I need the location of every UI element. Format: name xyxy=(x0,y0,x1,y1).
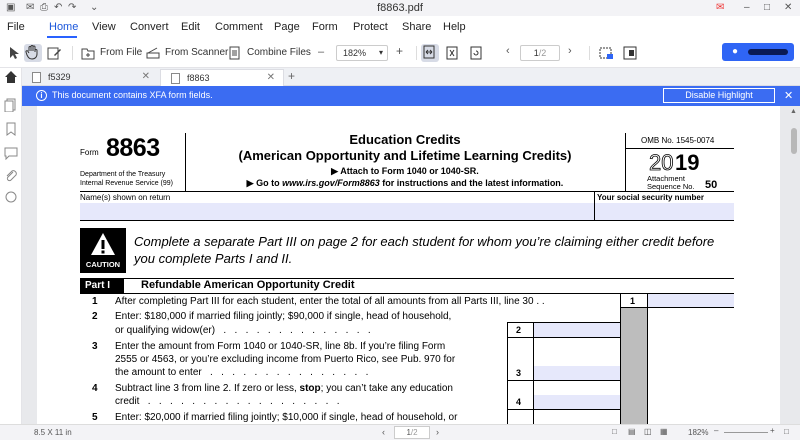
pdf-page xyxy=(37,106,780,424)
menu-bar xyxy=(0,16,800,38)
line-1-text: After completing Part III for each student, enter the total of all amounts from all Parts III, line 30 . . xyxy=(115,296,545,307)
zoom-value: 182% xyxy=(343,48,367,58)
line-5-number: 5 xyxy=(92,412,98,423)
line-3-text-c: the amount to enter . . . . . . . . . . . . . . . xyxy=(115,367,369,378)
banner-message: This document contains XFA form fields. xyxy=(52,90,213,100)
close-tab-icon[interactable]: ✕ xyxy=(141,71,150,82)
zoom-in-icon[interactable]: + xyxy=(396,44,404,58)
line-2-field[interactable] xyxy=(534,323,620,337)
undo-icon[interactable]: ↶ xyxy=(54,2,63,13)
page-current: 1 xyxy=(533,48,539,58)
document-tab-bar xyxy=(0,68,800,86)
bookmark-icon[interactable] xyxy=(4,122,18,136)
page-size: 8.5 X 11 in xyxy=(34,428,72,437)
menu-comment[interactable]: Comment xyxy=(215,21,263,33)
edit-tool-icon[interactable] xyxy=(46,45,62,61)
line-2-box: 2 xyxy=(516,325,522,335)
user-name-redacted xyxy=(748,49,788,55)
year-outline: 20 xyxy=(649,150,674,175)
caution-badge xyxy=(80,228,126,273)
screenshot-icon[interactable] xyxy=(598,45,614,61)
search-icon[interactable] xyxy=(4,190,18,204)
combine-files-button[interactable]: Combine Files xyxy=(247,47,311,58)
zoom-select[interactable] xyxy=(336,45,388,61)
omb-number: OMB No. 1545-0074 xyxy=(641,136,715,145)
line-1-field[interactable] xyxy=(648,294,734,307)
attachment-label: Attachment xyxy=(647,174,685,183)
chevron-down-icon[interactable]: ⌄ xyxy=(90,2,99,13)
presentation-icon[interactable] xyxy=(622,45,638,61)
menu-convert[interactable]: Convert xyxy=(130,21,169,33)
line-4-text-b: credit . . . . . . . . . . . . . . . . . . xyxy=(115,396,340,407)
menu-help[interactable]: Help xyxy=(443,21,466,33)
goto-line: ▶ Go to www.irs.gov/Form8863 for instructions and the latest information. xyxy=(246,178,564,188)
line-1-number: 1 xyxy=(92,296,98,307)
tab-f8863[interactable] xyxy=(160,69,284,86)
file-icon xyxy=(171,73,180,84)
tab-label: f5329 xyxy=(48,72,71,82)
line-3-number: 3 xyxy=(92,341,98,352)
grid-view-icon[interactable]: ▦ xyxy=(660,427,668,436)
status-bar xyxy=(0,424,800,440)
single-page-view-icon[interactable]: □ xyxy=(612,427,617,436)
notification-icon[interactable]: ✉ xyxy=(716,2,725,13)
menu-view[interactable]: View xyxy=(92,21,116,33)
scanner-icon[interactable] xyxy=(145,45,161,61)
dept-line-2: Internal Revenue Service (99) xyxy=(80,180,173,187)
menu-edit[interactable]: Edit xyxy=(181,21,200,33)
from-scanner-button[interactable]: From Scanner xyxy=(165,47,229,58)
page-number-input[interactable] xyxy=(520,45,560,61)
menu-home[interactable]: Home xyxy=(49,21,79,33)
vertical-scrollbar[interactable] xyxy=(788,106,800,424)
line-4-box: 4 xyxy=(516,397,522,407)
toolbar xyxy=(0,38,800,68)
dept-line-1: Department of the Treasury xyxy=(80,171,166,178)
part-title: Refundable American Opportunity Credit xyxy=(141,279,355,291)
maximize-icon[interactable]: □ xyxy=(764,2,771,13)
redo-icon[interactable]: ↷ xyxy=(68,2,77,13)
print-icon[interactable]: ⎙ xyxy=(40,2,48,13)
menu-protect[interactable]: Protect xyxy=(353,21,388,33)
form-label: Form xyxy=(80,148,99,157)
menu-file[interactable]: File xyxy=(7,21,25,33)
part-label: Part I xyxy=(80,279,124,293)
line-1-box: 1 xyxy=(630,296,636,306)
disable-highlight-button[interactable]: Disable Highlight xyxy=(663,88,775,103)
zoom-slider[interactable] xyxy=(724,432,768,433)
home-icon[interactable] xyxy=(4,70,18,84)
menu-form[interactable]: Form xyxy=(312,21,338,33)
status-zoom: 182% xyxy=(688,428,709,437)
window-title: f8863.pdf xyxy=(377,2,423,14)
next-page-icon[interactable]: › xyxy=(568,45,572,57)
form-title-1: Education Credits xyxy=(349,132,461,147)
status-prev-page-icon[interactable]: ‹ xyxy=(382,427,385,437)
line-2-text-a: Enter: $180,000 if married filing jointly; $90,000 if single, head of household, xyxy=(115,311,452,322)
minimize-icon[interactable]: – xyxy=(744,2,750,13)
sequence-number: 50 xyxy=(705,179,718,191)
new-tab-icon[interactable]: + xyxy=(288,69,296,83)
line-2-text-b: or qualifying widow(er) . . . . . . . . . . . . . . xyxy=(115,325,371,336)
line-4-number: 4 xyxy=(92,383,98,394)
from-file-button[interactable]: From File xyxy=(100,47,143,58)
attach-line: ▶ Attach to Form 1040 or 1040-SR. xyxy=(331,166,479,176)
hand-tool-icon[interactable] xyxy=(24,44,42,62)
line-3-box: 3 xyxy=(516,368,522,378)
user-account-button[interactable] xyxy=(722,43,794,61)
xfa-banner xyxy=(22,86,800,106)
caution-text-1: Complete a separate Part III on page 2 for each student for whom you’re claiming either credit before xyxy=(134,234,715,249)
info-icon: i xyxy=(36,90,47,101)
select-arrow-icon[interactable] xyxy=(6,45,22,61)
app-logo-icon: ▣ xyxy=(6,2,16,13)
chevron-down-icon: ▾ xyxy=(378,48,383,57)
line-4-text-a: Subtract line 3 from line 2. If zero or less, stop; you can’t take any education xyxy=(115,383,453,394)
line-3-text-a: Enter the amount from Form 1040 or 1040-SR, line 8b. If you’re filing Form xyxy=(115,341,446,352)
scroll-up-icon[interactable]: ▲ xyxy=(790,108,797,115)
user-icon: ● xyxy=(732,46,739,57)
fit-width-icon[interactable] xyxy=(421,44,439,62)
sequence-label: Sequence No. xyxy=(647,182,695,191)
ssn-label: Your social security number xyxy=(597,193,704,202)
name-field[interactable] xyxy=(80,203,594,220)
combine-files-icon[interactable] xyxy=(227,45,243,61)
line-3-text-b: 2555 or 4563, or you’re excluding income from Puerto Rico, see Pub. 970 for xyxy=(115,354,456,365)
caution-label: CAUTION xyxy=(85,260,121,269)
line-5-text: Enter: $20,000 if married filing jointly; $10,000 if single, head of household, or xyxy=(115,412,458,423)
tab-f5329[interactable] xyxy=(22,69,158,86)
from-file-icon[interactable] xyxy=(80,45,96,61)
zoom-out-icon[interactable]: – xyxy=(318,46,325,58)
close-window-icon[interactable]: ✕ xyxy=(784,2,793,13)
warning-icon xyxy=(90,232,116,256)
tab-label: f8863 xyxy=(187,73,210,83)
menu-share[interactable]: Share xyxy=(402,21,432,33)
document-viewer[interactable] xyxy=(22,106,800,424)
irs-url[interactable]: www.irs.gov/Form8863 xyxy=(282,178,380,188)
close-banner-icon[interactable]: ✕ xyxy=(784,90,794,102)
prev-page-icon[interactable]: ‹ xyxy=(506,45,510,57)
title-bar xyxy=(0,0,800,16)
left-sidebar xyxy=(0,68,22,424)
ssn-field[interactable] xyxy=(595,203,734,220)
status-page-input[interactable]: 1/2 xyxy=(394,426,430,439)
mail-icon[interactable]: ✉ xyxy=(26,2,35,13)
line-4-field[interactable] xyxy=(534,395,620,409)
comment-icon[interactable] xyxy=(4,146,18,160)
rotate-icon[interactable] xyxy=(468,45,484,61)
status-zoom-out-icon[interactable]: – xyxy=(714,426,719,435)
thumbnails-icon[interactable] xyxy=(4,98,18,112)
line-2-number: 2 xyxy=(92,311,98,322)
caution-text-2: you complete Parts I and II. xyxy=(134,251,293,266)
continuous-view-icon[interactable]: ▤ xyxy=(628,427,636,436)
attachment-icon[interactable] xyxy=(4,168,18,182)
close-tab-icon[interactable]: ✕ xyxy=(266,72,275,83)
two-page-view-icon[interactable]: ◫ xyxy=(644,427,652,436)
status-zoom-in-icon[interactable]: + xyxy=(770,426,775,435)
fullscreen-icon[interactable]: □ xyxy=(784,427,789,436)
status-next-page-icon[interactable]: › xyxy=(436,427,439,437)
page-total: /2 xyxy=(538,48,547,58)
year-bold: 19 xyxy=(675,150,700,175)
form-number: 8863 xyxy=(106,134,160,162)
form-title-2: (American Opportunity and Lifetime Learning Credits) xyxy=(238,148,572,163)
names-label: Name(s) shown on return xyxy=(80,193,171,202)
scrollbar-thumb[interactable] xyxy=(791,128,797,154)
menu-page[interactable]: Page xyxy=(274,21,300,33)
fit-page-icon[interactable] xyxy=(444,45,460,61)
shaded-column xyxy=(621,308,647,424)
file-icon xyxy=(32,72,41,83)
line-3-field[interactable] xyxy=(534,366,620,380)
